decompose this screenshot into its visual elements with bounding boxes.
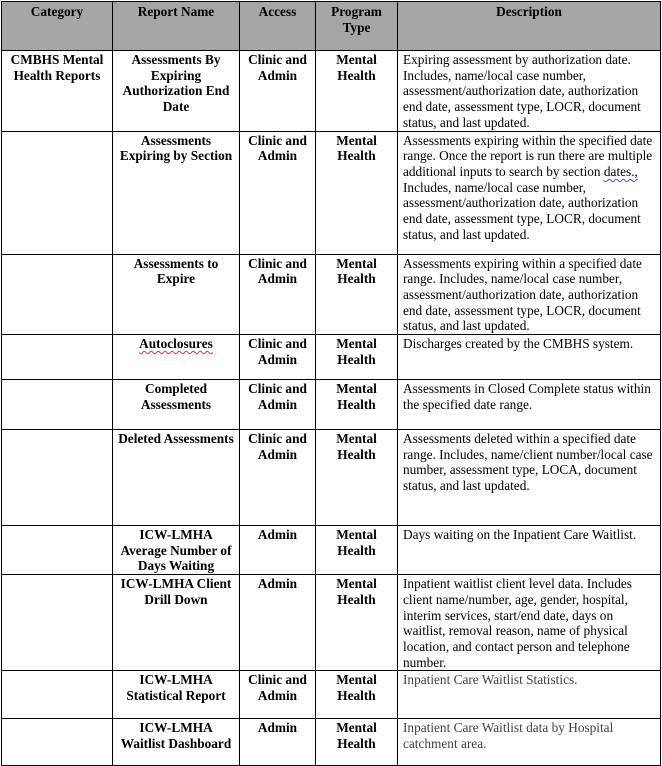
report-name-cell: Assessments By Expiring Authorization End Date — [113, 51, 240, 132]
table-row — [2, 380, 661, 430]
description-cell: Days waiting on the Inpatient Care Waitlist. — [398, 526, 661, 575]
report-name-cell: ICW-LMHA Client Drill Down — [113, 575, 240, 671]
access-cell: Admin — [240, 719, 316, 766]
program-type-cell: Mental Health — [316, 131, 398, 254]
header-category: Category — [2, 2, 113, 51]
description-cell: Discharges created by the CMBHS system. — [398, 335, 661, 380]
description-cell: Inpatient Care Waitlist Statistics. — [398, 671, 661, 719]
category-cell — [2, 131, 113, 254]
category-cell — [2, 719, 113, 766]
description-cell: Assessments expiring within a specified date range. Includes, name/local case number, assessment/authorization date, authorization end date, assessment type, LOCR, document status, and last updated. — [398, 254, 661, 335]
category-cell — [2, 254, 113, 335]
spelling-flagged-text[interactable]: Autoclosures — [139, 336, 213, 352]
table-row — [2, 719, 661, 766]
description-cell: Expiring assessment by authorization date. Includes, name/local case number, assessment/authorization date, authorization end date, assessment type, LOCR, document status, and last updated. — [398, 51, 661, 132]
program-type-cell: Mental Health — [316, 719, 398, 766]
category-cell — [2, 671, 113, 719]
header-report-name: Report Name — [113, 2, 240, 51]
reports-table — [1, 1, 661, 766]
program-type-cell: Mental Health — [316, 575, 398, 671]
report-name-cell: Assessments Expiring by Section — [113, 131, 240, 254]
description-cell: Inpatient waitlist client level data. Includes client name/number, age, gender, hospital, interim services, start/end date, days on waitlist, removal reason, name of physical location, and contact person and telephone number. — [398, 575, 661, 671]
category-cell — [2, 526, 113, 575]
category-cell — [2, 430, 113, 526]
report-name-cell: Deleted Assessments — [113, 430, 240, 526]
table-row — [2, 526, 661, 575]
access-cell: Clinic and Admin — [240, 671, 316, 719]
category-cell: CMBHS Mental Health Reports — [2, 51, 113, 132]
report-name-cell: ICW-LMHA Waitlist Dashboard — [113, 719, 240, 766]
access-cell: Clinic and Admin — [240, 335, 316, 380]
program-type-cell: Mental Health — [316, 51, 398, 132]
header-program-type: Program Type — [316, 2, 398, 51]
report-name-cell: Assessments to Expire — [113, 254, 240, 335]
table-row — [2, 671, 661, 719]
description-cell: Inpatient Care Waitlist data by Hospital catchment area. — [398, 719, 661, 766]
category-cell — [2, 335, 113, 380]
header-description: Description — [398, 2, 661, 51]
report-name-cell: ICW-LMHA Average Number of Days Waiting — [113, 526, 240, 575]
header-row — [2, 2, 661, 51]
access-cell: Clinic and Admin — [240, 254, 316, 335]
program-type-cell: Mental Health — [316, 335, 398, 380]
description-cell — [398, 131, 661, 254]
access-cell: Admin — [240, 526, 316, 575]
report-name-cell — [113, 335, 240, 380]
access-cell: Clinic and Admin — [240, 430, 316, 526]
access-cell: Clinic and Admin — [240, 380, 316, 430]
description-text: Assessments expiring within the specified date range. Once the report is run there are multiple additional inputs to search by section — [403, 132, 653, 179]
table-row — [2, 575, 661, 671]
program-type-cell: Mental Health — [316, 671, 398, 719]
table-row — [2, 254, 661, 335]
report-name-cell: ICW-LMHA Statistical Report — [113, 671, 240, 719]
access-cell: Clinic and Admin — [240, 51, 316, 132]
category-cell — [2, 380, 113, 430]
access-cell: Admin — [240, 575, 316, 671]
table-row — [2, 430, 661, 526]
program-type-cell: Mental Health — [316, 380, 398, 430]
program-type-cell: Mental Health — [316, 254, 398, 335]
program-type-cell: Mental Health — [316, 430, 398, 526]
access-cell: Clinic and Admin — [240, 131, 316, 254]
description-text: Includes, name/local case number, assessment/authorization date, authorization end date, assessment type, LOCR, document status, and last updated. — [403, 179, 641, 242]
description-cell: Assessments deleted within a specified date range. Includes, name/client number/local case number, assessment type, LOCA, document status, and last updated. — [398, 430, 661, 526]
table-row — [2, 335, 661, 380]
category-cell — [2, 575, 113, 671]
header-access: Access — [240, 2, 316, 51]
report-name-cell: Completed Assessments — [113, 380, 240, 430]
table-row — [2, 51, 661, 132]
table-row — [2, 131, 661, 254]
grammar-flagged-text[interactable]: dates., — [603, 163, 638, 179]
program-type-cell: Mental Health — [316, 526, 398, 575]
description-cell: Assessments in Closed Complete status within the specified date range. — [398, 380, 661, 430]
